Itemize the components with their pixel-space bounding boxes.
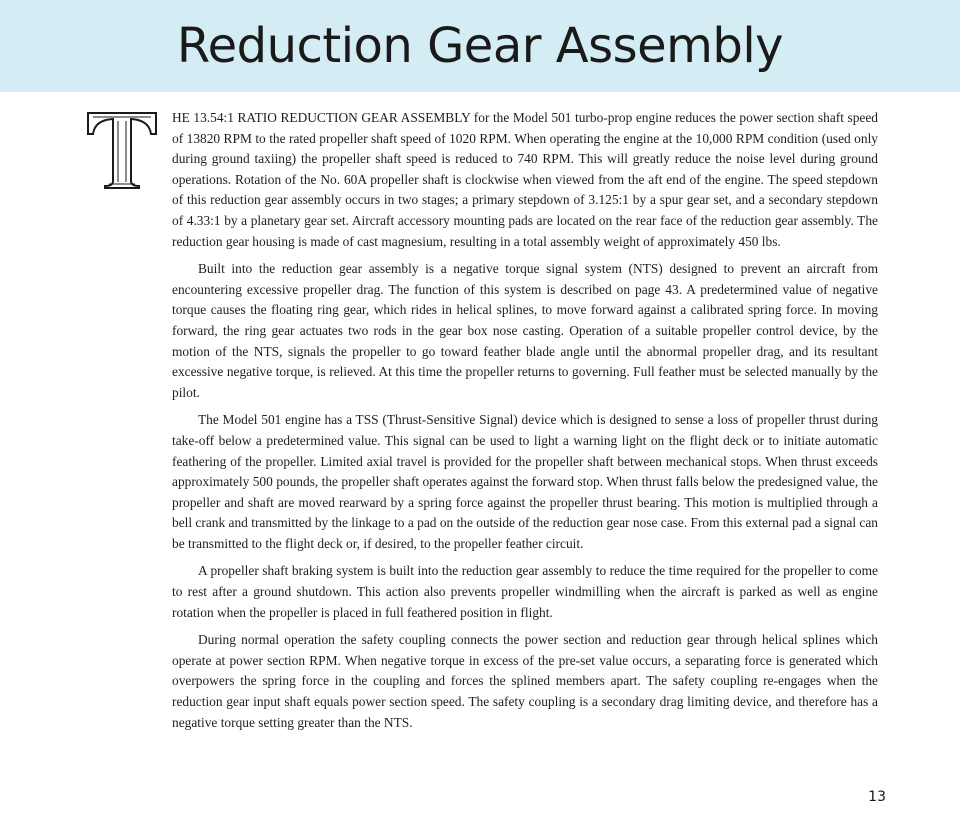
drop-cap-glyph	[85, 110, 159, 190]
paragraph: Built into the reduction gear assembly is a negative torque signal system (NTS) designed to prevent an aircraft from encountering excessive propeller drag. The function of this system is described on page 43. A predetermined value of negative torque causes the floating ring gear, which rides in helical splines, to move forward against a calibrated spring force. In moving forward, the ring gear actuates two rods in the gear box nose casting. Operation of a suitable propeller control device, by the motion of the NTS, signals the propeller to go toward feather blade angle until the abnormal propeller drag, and its resultant excessive negative torque, is relieved. At this time the propeller returns to governing. Full feather must be selected manually by the pilot.	[172, 261, 878, 400]
paragraph: The Model 501 engine has a TSS (Thrust-Sensitive Signal) device which is designed to sense a loss of propeller thrust during take-off below a predetermined value. This signal can be used to light a warning light on the flight deck or to initiate automatic feathering of the propeller. Limited axial travel is provided for the propeller shaft between mechanical stops. When thrust exceeds approximately 500 pounds, the propeller shaft operates against the forward stop. When thrust falls below the predesigned value, the propeller and shaft are moved rearward by a spring force against the propeller thrust bearing. This motion is multiplied through a bell crank and transmitted by the linkage to a pad on the outside of the reduction gear nose case. From this external pad a signal can be transmitted to the flight deck or, if desired, to the propeller feather circuit.	[172, 412, 878, 551]
paragraph: HE 13.54:1 RATIO REDUCTION GEAR ASSEMBLY for the Model 501 turbo-prop engine reduces the power section shaft speed of 13820 RPM to the rated propeller shaft speed of 1020 RPM. When operating the engine at the 10,000 RPM condition (used only during ground taxiing) the propeller shaft speed is reduced to 740 RPM. This will greatly reduce the noise level during ground operations. Rotation of the No. 60A propeller shaft is clockwise when viewed from the aft end of the engine. The speed stepdown of this reduction gear assembly occurs in two stages; a primary stepdown of 3.125:1 by a spur gear set, and a secondary stepdown of 4.33:1 by a planetary gear set. Aircraft accessory mounting pads are located on the rear face of the reduction gear assembly. The reduction gear housing is made of cast magnesium, resulting in a total assembly weight of approximately 450 lbs.	[172, 110, 878, 249]
page-title: Reduction Gear Assembly	[176, 18, 784, 74]
paragraph: A propeller shaft braking system is built into the reduction gear assembly to reduce the time required for the propeller to come to rest after a ground shutdown. This action also prevents propeller windmilling when the aircraft is parked as well as engine rotation when the propeller is placed in full feathered position in flight.	[172, 563, 878, 620]
article-body	[172, 108, 878, 733]
paragraph: During normal operation the safety coupling connects the power section and reduction gear through helical splines which operate at power section RPM. When negative torque in excess of the pre-set value occurs, a separating force is generated which overpowers the spring force in the coupling and forces the splined members apart. The safety coupling re-engages when the reduction gear input shaft equals power section speed. The safety coupling is a secondary drag limiting device, and therefore has a negative torque setting greater than the NTS.	[172, 632, 878, 730]
drop-cap	[85, 110, 159, 190]
page-number: 13	[868, 789, 886, 805]
